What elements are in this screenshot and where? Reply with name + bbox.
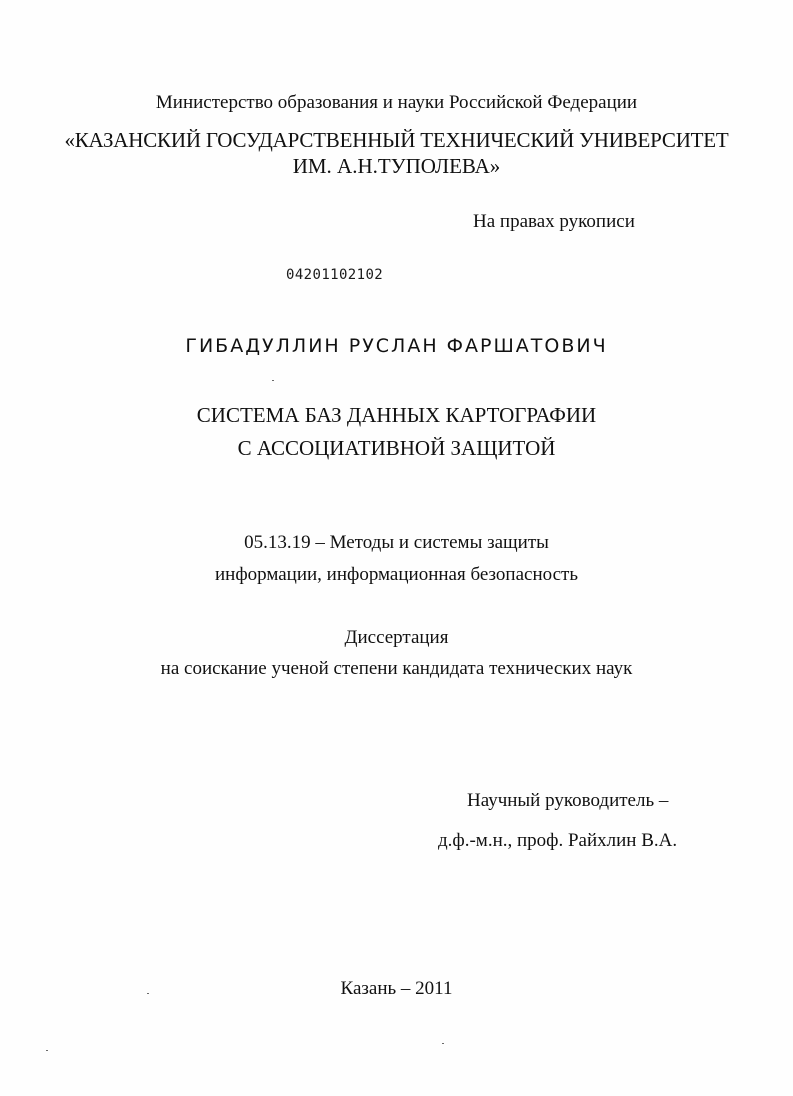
document-type: Диссертация: [344, 627, 449, 648]
scan-speck: [147, 993, 149, 994]
advisor-label: Научный руководитель –: [467, 790, 669, 811]
inventory-number: 04201102102: [286, 267, 384, 283]
manuscript-rights-note: На правах рукописи: [473, 211, 635, 232]
advisor-name: д.ф.-м.н., проф. Райхлин В.А.: [438, 830, 678, 851]
ministry-name: Министерство образования и науки Российской Федерации: [155, 92, 638, 113]
university-name-line1: «КАЗАНСКИЙ ГОСУДАРСТВЕННЫЙ ТЕХНИЧЕСКИЙ УНИВЕРСИТЕТ: [64, 128, 729, 152]
degree-sought: на соискание ученой степени кандидата технических наук: [160, 658, 633, 679]
scan-speck: [272, 380, 274, 381]
scan-speck: [46, 1050, 48, 1051]
specialty-line1: 05.13.19 – Методы и системы защиты: [244, 532, 549, 553]
place-and-year: Казань – 2011: [340, 978, 453, 999]
author-name: ГИБАДУЛЛИН РУСЛАН ФАРШАТОВИЧ: [185, 335, 608, 357]
thesis-title-line1: СИСТЕМА БАЗ ДАННЫХ КАРТОГРАФИИ: [196, 403, 597, 427]
specialty-line2: информации, информационная безопасность: [214, 564, 579, 585]
scan-speck: [442, 1043, 444, 1044]
thesis-title-line2: С АССОЦИАТИВНОЙ ЗАЩИТОЙ: [237, 436, 556, 460]
university-name-line2: ИМ. А.Н.ТУПОЛЕВА»: [292, 154, 501, 178]
